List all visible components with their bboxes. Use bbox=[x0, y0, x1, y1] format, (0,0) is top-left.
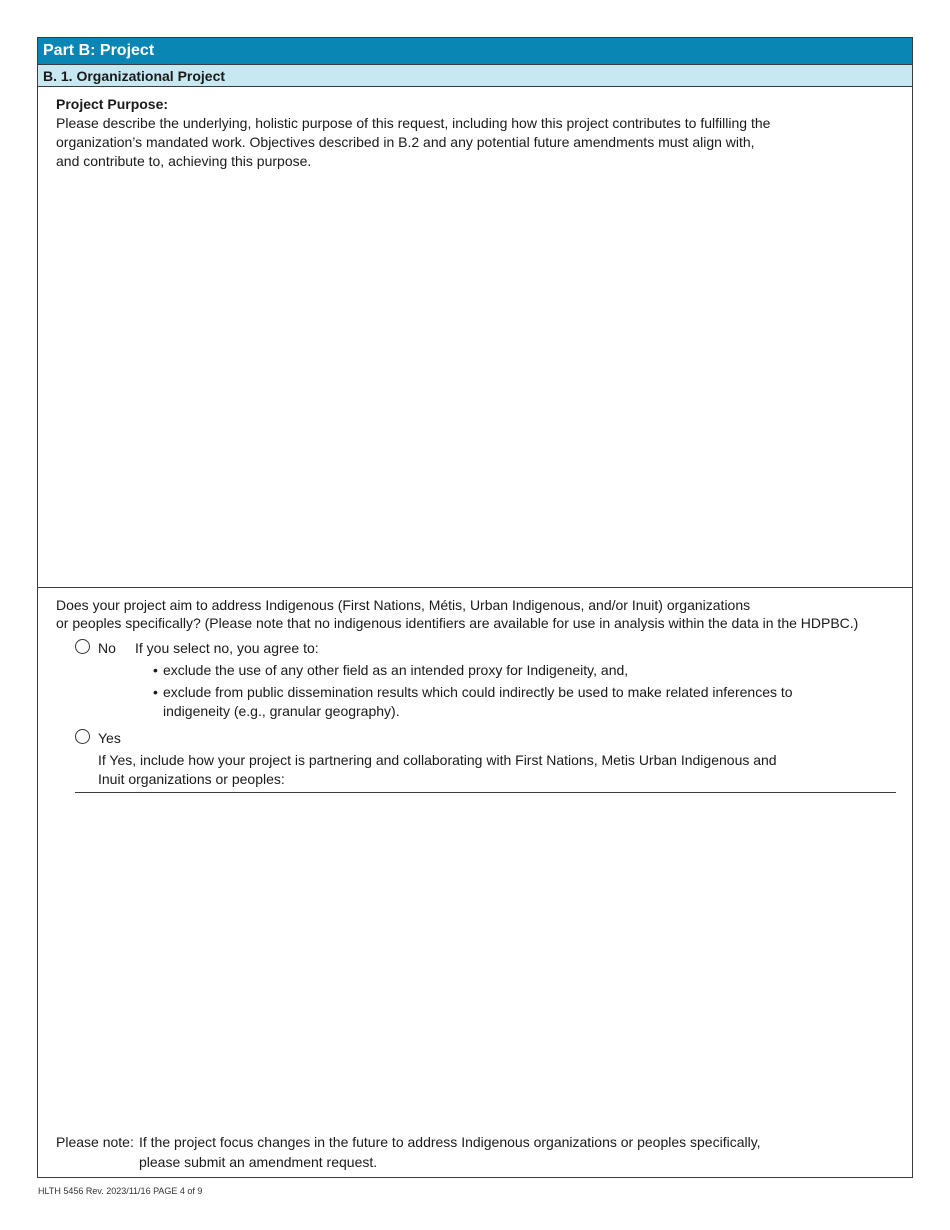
form-part-b bbox=[37, 37, 913, 1178]
no-agreement-text: If you select no, you agree to: bbox=[135, 640, 319, 656]
form-footer: HLTH 5456 Rev. 2023/11/16 PAGE 4 of 9 bbox=[38, 1186, 203, 1196]
note-text bbox=[139, 1132, 799, 1172]
part-header: Part B: Project bbox=[38, 38, 912, 64]
note-label: Please note: bbox=[56, 1134, 134, 1150]
bullet-item bbox=[153, 661, 629, 680]
radio-yes-label: Yes bbox=[98, 730, 121, 746]
yes-text-line: Inuit organizations or peoples: bbox=[98, 771, 285, 787]
partnership-description-field[interactable] bbox=[75, 798, 896, 1128]
question-line: or peoples specifically? (Please note that no indigenous identifiers are available for use in analysis within the data in the HDPBC.) bbox=[56, 615, 859, 631]
project-purpose-field[interactable] bbox=[56, 170, 894, 585]
yes-instructions bbox=[98, 751, 858, 789]
purpose-text-line: organization’s mandated work. Objectives described in B.2 and any potential future amendments must align with, bbox=[56, 134, 755, 150]
note-text-line: If the project focus changes in the future to address Indigenous organizations or peoples specifically, bbox=[139, 1134, 761, 1150]
bullet-text: indigeneity (e.g., granular geography). bbox=[163, 703, 400, 719]
purpose-instructions bbox=[56, 95, 876, 171]
bullet-text: exclude the use of any other field as an intended proxy for Indigeneity, and, bbox=[163, 662, 629, 678]
radio-yes[interactable] bbox=[75, 729, 90, 744]
radio-no-label: No bbox=[98, 640, 116, 656]
section-header: B. 1. Organizational Project bbox=[38, 64, 912, 87]
question-line: Does your project aim to address Indigenous (First Nations, Métis, Urban Indigenous, and/or Inuit) organizations bbox=[56, 597, 751, 613]
section-divider bbox=[38, 587, 912, 588]
purpose-text-line: and contribute to, achieving this purpose. bbox=[56, 153, 312, 169]
bullet-text: exclude from public dissemination results which could indirectly be used to make related inferences to bbox=[163, 684, 793, 700]
note-text-line: please submit an amendment request. bbox=[139, 1154, 378, 1170]
purpose-text-line: Please describe the underlying, holistic purpose of this request, including how this project contributes to fulfilling the bbox=[56, 115, 771, 131]
bullet-dot: • bbox=[153, 662, 158, 678]
indigenous-question bbox=[56, 596, 906, 632]
yes-text-line: If Yes, include how your project is partnering and collaborating with First Nations, Metis Urban Indigenous and bbox=[98, 752, 777, 768]
purpose-label: Project Purpose: bbox=[56, 96, 169, 112]
bullet-item bbox=[153, 683, 863, 721]
bullet-dot: • bbox=[153, 684, 158, 700]
radio-no[interactable] bbox=[75, 639, 90, 654]
yes-field-rule bbox=[75, 792, 896, 793]
